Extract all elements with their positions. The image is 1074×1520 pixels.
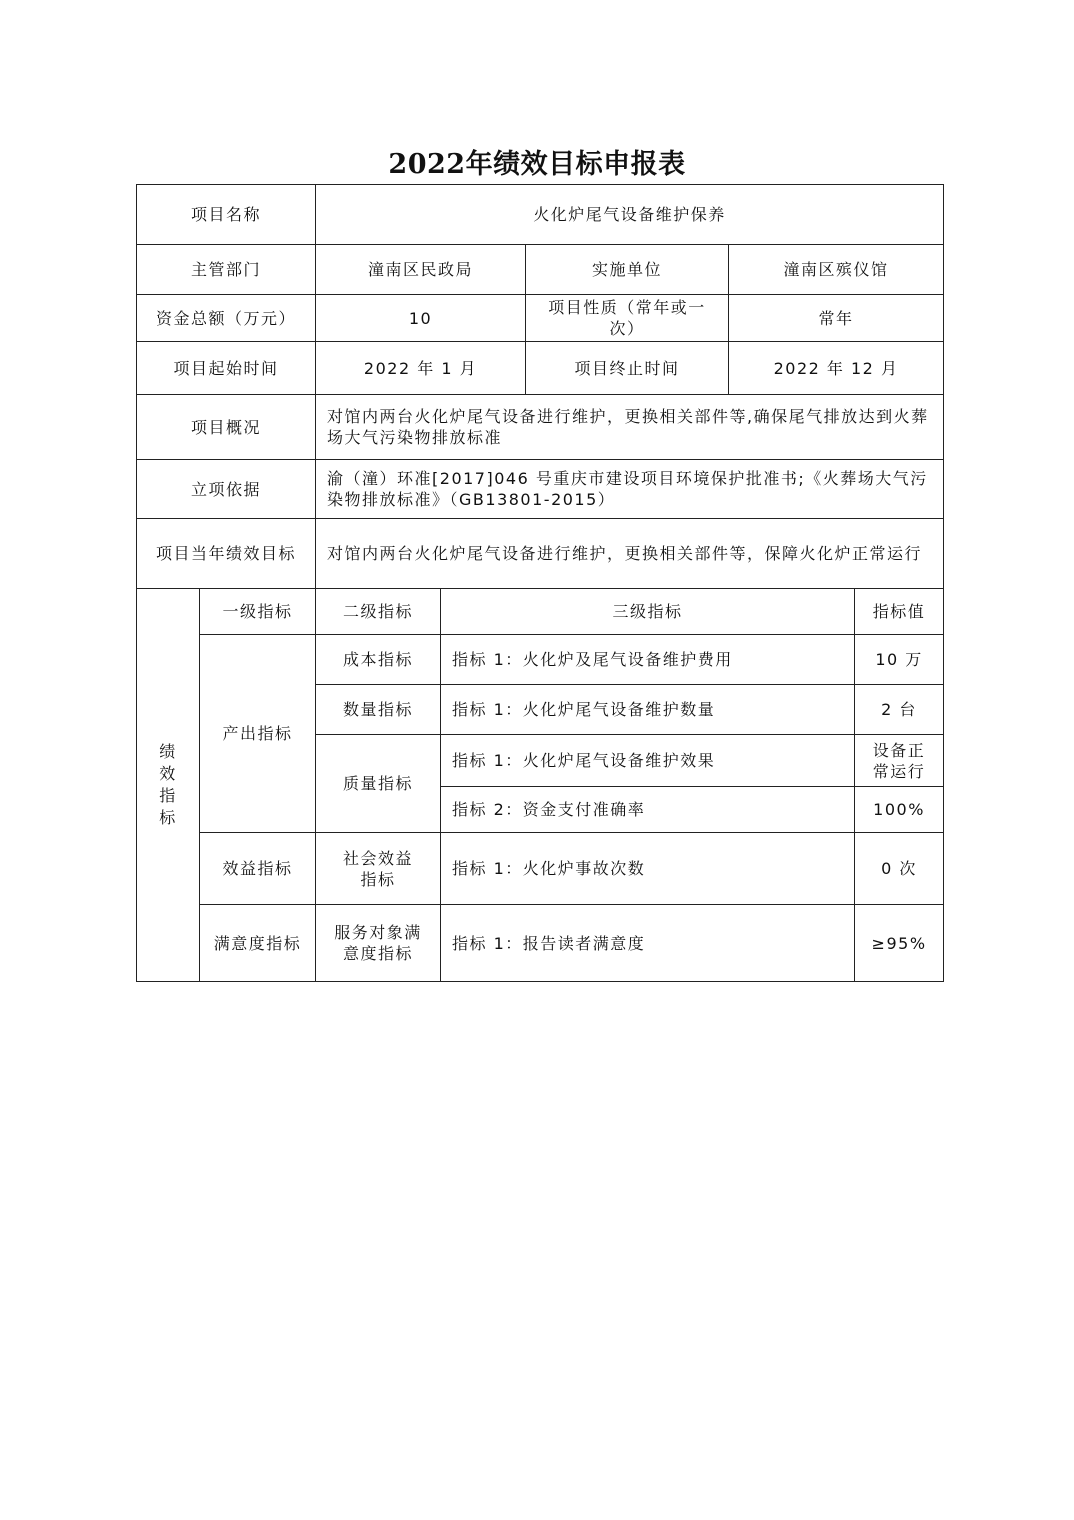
department-label: 主管部门: [137, 245, 316, 295]
quantity-indicator-label: 数量指标: [316, 685, 441, 735]
quality-indicator-value-1-cell: [855, 735, 944, 787]
row-department: [137, 245, 944, 295]
start-time-label: 项目起始时间: [137, 342, 316, 395]
benefit-indicator-value: 0 次: [855, 833, 944, 905]
basis-label: 立项依据: [137, 460, 316, 519]
funds-label: 资金总额（万元）: [137, 295, 316, 342]
nature-label: 项目性质（常年或一次）: [548, 298, 706, 338]
overview-label: 项目概况: [137, 395, 316, 460]
header-level2: 二级指标: [316, 589, 441, 635]
unit-label: 实施单位: [526, 245, 729, 295]
nature-value: 常年: [729, 295, 944, 342]
quality-indicator-item-1: 指标 1：火化炉尾气设备维护效果: [441, 735, 855, 787]
quality-indicator-label: 质量指标: [316, 735, 441, 833]
row-indicator-headers: [137, 589, 944, 635]
cost-indicator-label: 成本指标: [316, 635, 441, 685]
row-period: [137, 342, 944, 395]
row-project-name: [137, 185, 944, 245]
annual-goal-value: 对馆内两台火化炉尾气设备进行维护，更换相关部件等，保障火化炉正常运行: [316, 519, 944, 589]
row-satisfaction-indicator: [137, 905, 944, 982]
project-name-label: 项目名称: [137, 185, 316, 245]
unit-value: 潼南区殡仪馆: [729, 245, 944, 295]
service-satisfaction-label: 服务对象满意度指标: [334, 923, 422, 963]
cost-indicator-value: 10 万: [855, 635, 944, 685]
end-time-value: 2022 年 12 月: [729, 342, 944, 395]
row-basis: [137, 460, 944, 519]
end-time-label: 项目终止时间: [526, 342, 729, 395]
project-name-value: 火化炉尾气设备维护保养: [316, 185, 944, 245]
quality-indicator-value-2: 100%: [855, 787, 944, 833]
overview-value: 对馆内两台火化炉尾气设备进行维护，更换相关部件等,确保尾气排放达到火葬场大气污染物排放标准: [316, 395, 944, 460]
page-title: 2022年绩效目标申报表: [388, 149, 686, 180]
row-overview: [137, 395, 944, 460]
satisfaction-indicator-item: 指标 1：报告读者满意度: [441, 905, 855, 982]
performance-indicators-label: 绩效指标: [159, 742, 177, 827]
row-annual-goal: [137, 519, 944, 589]
department-value: 潼南区民政局: [316, 245, 526, 295]
benefit-indicator-item: 指标 1：火化炉事故次数: [441, 833, 855, 905]
header-level1: 一级指标: [200, 589, 316, 635]
quantity-indicator-value: 2 台: [855, 685, 944, 735]
row-benefit-indicator: [137, 833, 944, 905]
output-indicator-label: 产出指标: [200, 635, 316, 833]
satisfaction-indicator-label: 满意度指标: [200, 905, 316, 982]
basis-value: 渝（潼）环准[2017]046 号重庆市建设项目环境保护批准书;《火葬场大气污染物排放标准》（GB13801-2015）: [316, 460, 944, 519]
row-funds: [137, 295, 944, 342]
header-value: 指标值: [855, 589, 944, 635]
start-time-value: 2022 年 1 月: [316, 342, 526, 395]
satisfaction-indicator-value: ≥95%: [855, 905, 944, 982]
performance-indicators-cell: [137, 589, 200, 982]
quantity-indicator-item: 指标 1：火化炉尾气设备维护数量: [441, 685, 855, 735]
quality-indicator-item-2: 指标 2：资金支付准确率: [441, 787, 855, 833]
annual-goal-label: 项目当年绩效目标: [137, 519, 316, 589]
performance-target-table: [136, 184, 944, 982]
cost-indicator-item: 指标 1：火化炉及尾气设备维护费用: [441, 635, 855, 685]
row-cost-indicator: [137, 635, 944, 685]
social-benefit-label-cell: [316, 833, 441, 905]
header-level3: 三级指标: [441, 589, 855, 635]
benefit-indicator-label: 效益指标: [200, 833, 316, 905]
nature-label-cell: [526, 295, 729, 342]
funds-value: 10: [316, 295, 526, 342]
service-satisfaction-label-cell: [316, 905, 441, 982]
social-benefit-label: 社会效益指标: [343, 848, 414, 889]
quality-indicator-value-1: 设备正常运行: [872, 740, 926, 781]
